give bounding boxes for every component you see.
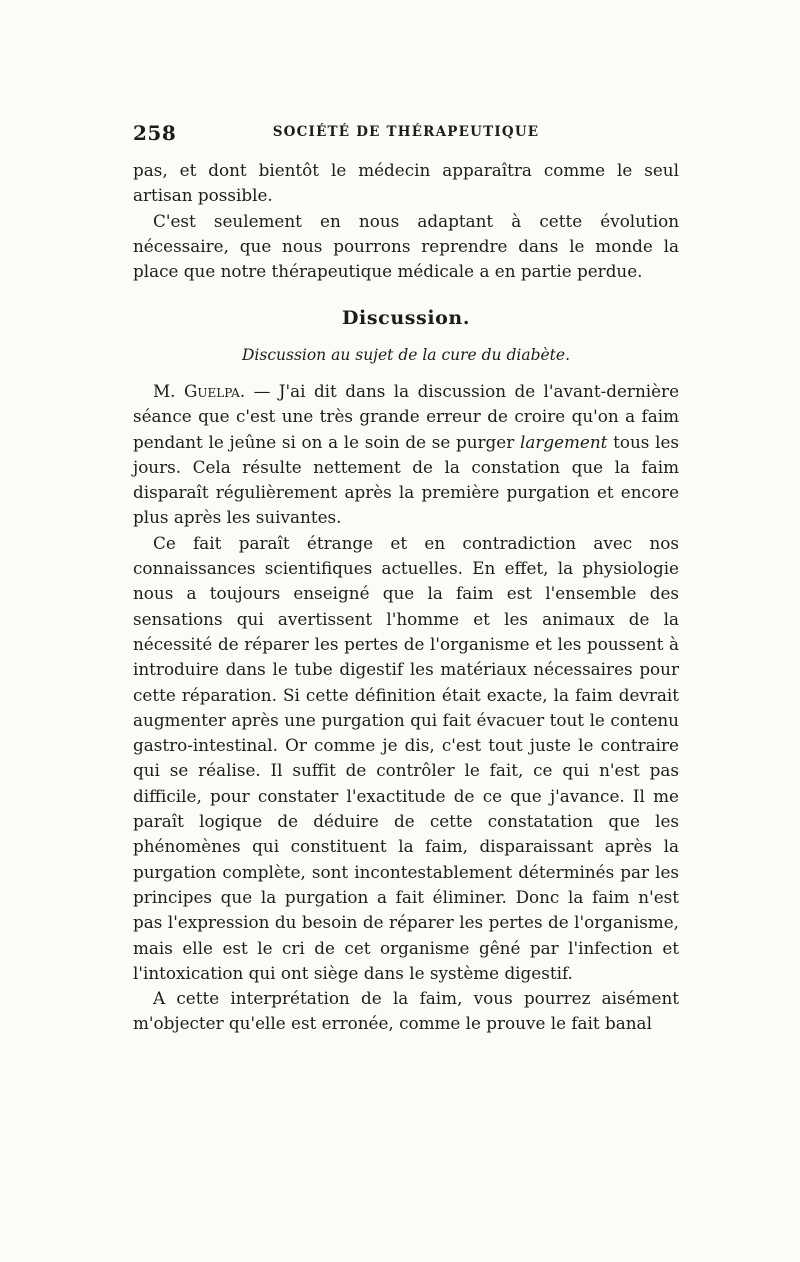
paragraph: A cette interprétation de la faim, vous pourrez aisément m'objecter qu'elle est erronée, comme le prouve le fait banal [133,988,679,1034]
paragraph: Ce fait paraît étrange et en contradiction avec nos connaissances scientifiques actuelles. En effet, la physiologie nous a toujours enseigné que la faim est l'ensemble des sensations qui avertissent l'homme et les animaux de la nécessité de réparer les pertes de l'organisme et les poussent à introduire dans le tube digestif les matériaux nécessaires pour cette réparation. Si cette définition était exacte, la faim devrait augmenter après une purgation qui fait évacuer tout le contenu gastro-intestinal. Or comme je dis, c'est tout juste le contraire qui se réalise. Il suffit de contrôler le fait, ce qui n'est pas difficile, pour constater l'exactitude de ce que j'avance. Il me paraît logique de déduire de cette constatation que les phénomènes qui constituent la faim, disparaissant après la purgation complète, sont incontestablement déterminés par les principes que la purgation a fait éliminer. Donc la faim n'est pas l'expression du besoin de réparer les pertes de l'organisme, mais elle est le cri de cet organisme gêné par l'infection et l'intoxication qui ont siège dans le système digestif. [133,532,679,983]
journal-title: SOCIÉTÉ DE THÉRAPEUTIQUE [272,124,540,140]
section-title: Discussion. [341,307,471,329]
paragraph-text: tous les jours. Cela résulte nettement de la constation que la faim disparaît régulièrement après la première purgation et encore plus après les suivantes. [133,431,679,528]
speaker-name: M. Guelpa. [153,381,246,401]
running-head [133,121,679,143]
paragraph: C'est seulement en nous adaptant à cette évolution nécessaire, que nous pourrons reprendre dans le monde la place que notre thérapeutique médicale a en partie perdue. [133,210,679,282]
paragraph [133,379,679,531]
subsection-title: Discussion au sujet de la cure du diabète. [241,346,571,364]
discussion-text [133,379,679,1037]
emphasis-text: largement [519,431,608,452]
paragraph-text: — J'ai dit dans la discussion de l'avant-dernière séance que c'est une très grande erreur de croire qu'on a faim pendant le jeûne si on a le soin de se purger [133,381,680,452]
page-number: 258 [133,121,177,145]
intro-text [133,158,679,284]
paragraph: pas, et dont bientôt le médecin apparaîtra comme le seul artisan possible. [133,160,679,206]
